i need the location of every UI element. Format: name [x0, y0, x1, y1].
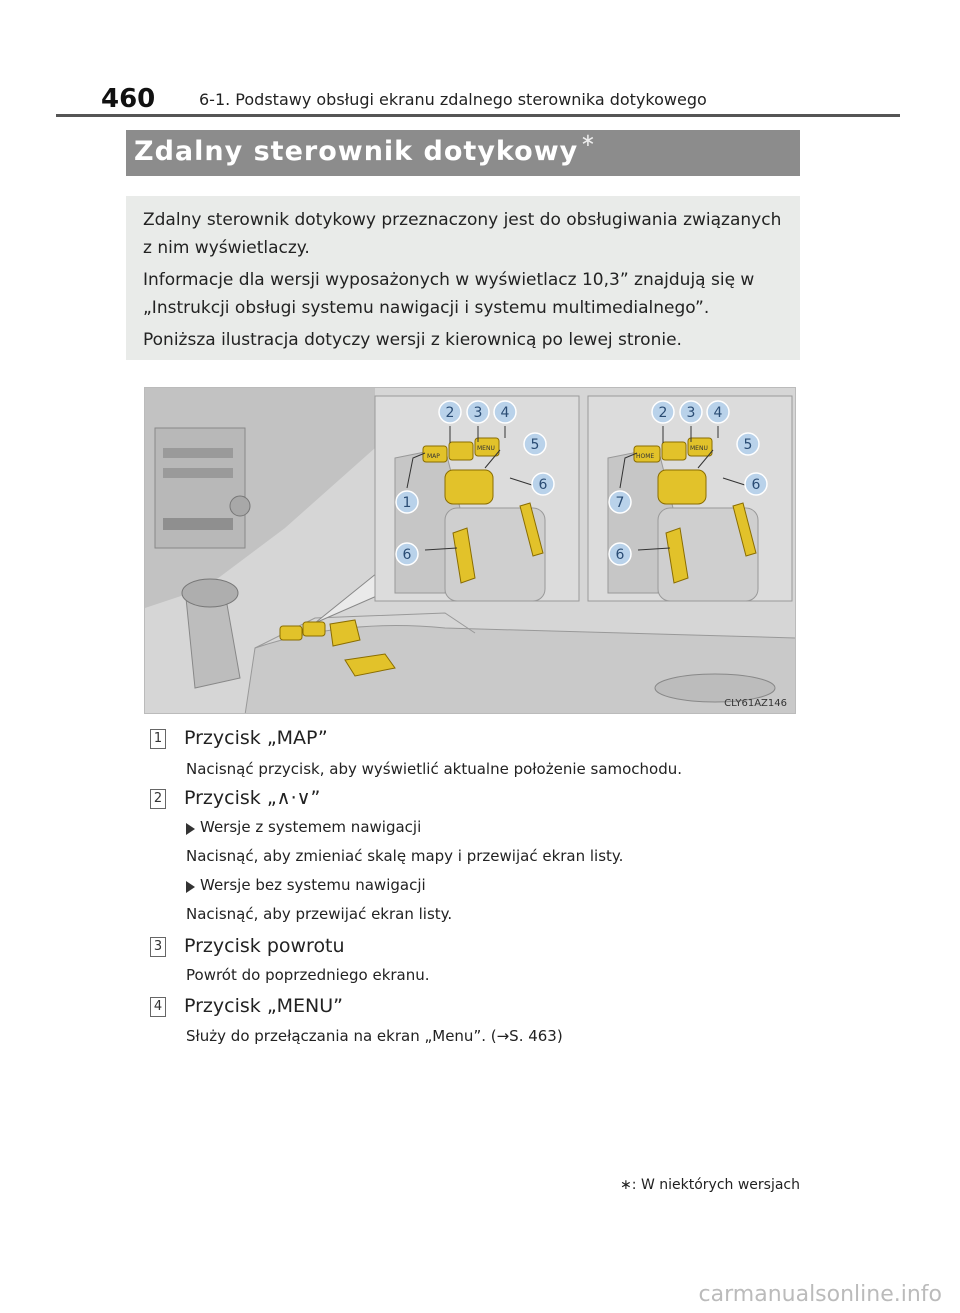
item-2-sub1-label: Wersje z systemem nawigacji [200, 818, 422, 836]
item-desc-1: Nacisnąć przycisk, aby wyświetlić aktualne położenie samochodu. [186, 760, 683, 778]
callout-number-right-2: 3 [686, 405, 696, 421]
console-drawing [145, 388, 796, 714]
menu-button-text-right: MENU [690, 445, 708, 452]
item-title-1: Przycisk „MAP” [184, 727, 328, 749]
callout-number-left-3: 4 [500, 405, 510, 421]
callout-number-left-2: 3 [473, 405, 483, 421]
callout-number-left-5: 6 [538, 477, 548, 493]
callout-number-left-6: 1 [402, 495, 412, 511]
item-2-sub2-label: Wersje bez systemu nawigacji [200, 876, 426, 894]
figure-code: CLY61AZ146 [724, 698, 787, 709]
chapter-title: 6-1. Podstawy obsługi ekranu zdalnego sterownika dotykowego [199, 90, 707, 109]
item-number-3: 3 [150, 937, 166, 957]
item-title-4: Przycisk „MENU” [184, 995, 344, 1017]
item-title-2: Przycisk „∧·∨” [184, 787, 321, 809]
callout-number-left-4: 5 [530, 437, 540, 453]
item-number-4: 4 [150, 997, 166, 1017]
callout-number-right-3: 4 [713, 405, 723, 421]
callout-number-left-7: 6 [402, 547, 412, 563]
intro-paragraph-1: Zdalny sterownik dotykowy przeznaczony jest do obsługiwania związanych z nim wyświetlaczy. [143, 210, 782, 258]
callout-number-right-7: 6 [615, 547, 625, 563]
callout-number-right-6: 7 [615, 495, 625, 511]
footnote: ∗: W niektórych wersjach [620, 1177, 800, 1193]
triangle-bullet-icon [186, 823, 195, 835]
item-desc-4: Służy do przełączania na ekran „Menu”. (→S. 463) [186, 1027, 563, 1045]
console-illustration [144, 387, 796, 714]
callout-number-right-5: 6 [751, 477, 761, 493]
callout-number-left-1: 2 [445, 405, 455, 421]
watermark[interactable]: carmanualsonline.info [698, 1282, 942, 1307]
triangle-bullet-icon [186, 881, 195, 893]
intro-paragraph-2: Informacje dla wersji wyposażonych w wyświetlacz 10,3” znajdują się w „Instrukcji obsługi systemu nawigacji i systemu multimedialnego”. [143, 270, 755, 318]
section-title: Zdalny sterownik dotykowy ∗ [134, 130, 597, 167]
intro-box [126, 196, 800, 360]
intro-paragraph-3: Poniższa ilustracja dotyczy wersji z kierownicą po lewej stronie. [143, 330, 682, 350]
header-divider [56, 114, 900, 117]
item-2-sub2-desc: Nacisnąć, aby przewijać ekran listy. [186, 905, 453, 923]
item-number-1: 1 [150, 729, 166, 749]
callout-number-right-1: 2 [658, 405, 668, 421]
item-desc-3: Powrót do poprzedniego ekranu. [186, 966, 430, 984]
callout-number-right-4: 5 [743, 437, 753, 453]
item-title-3: Przycisk powrotu [184, 935, 345, 957]
home-button-text: HOME [636, 453, 655, 460]
section-title-bar [126, 130, 800, 176]
map-button-text: MAP [427, 453, 440, 460]
page-number: 460 [101, 84, 156, 114]
menu-button-text-left: MENU [477, 445, 495, 452]
item-number-2: 2 [150, 789, 166, 809]
item-2-sub1-desc: Nacisnąć, aby zmieniać skalę mapy i przewijać ekran listy. [186, 847, 624, 865]
asterisk-mark: ∗ [580, 130, 597, 151]
